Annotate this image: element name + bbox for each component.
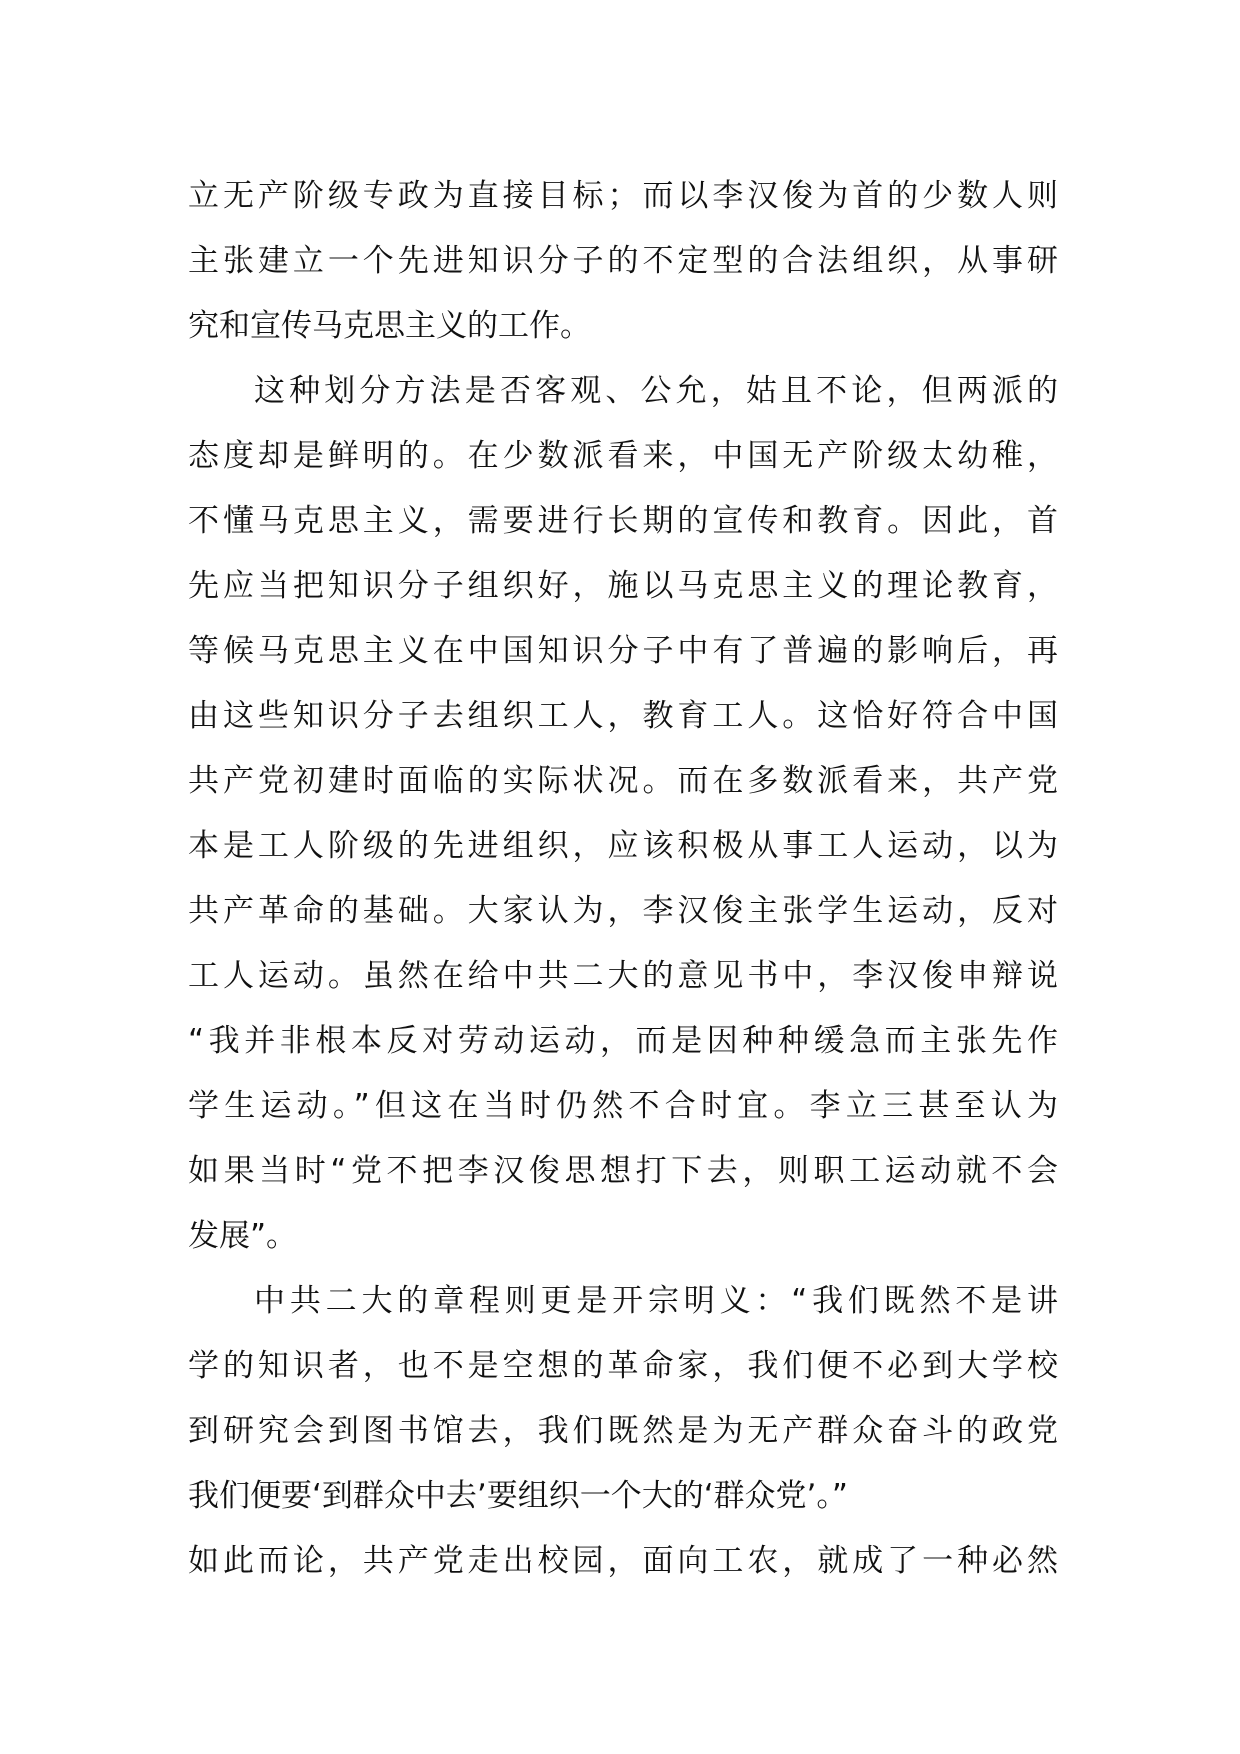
text-line: 学生运动。”但这在当时仍然不合时宜。李立三甚至认为 — [188, 1088, 1058, 1124]
text-line: 这种划分方法是否客观、公允，姑且不论，但两派的 — [254, 373, 1058, 409]
text-line: 本是工人阶级的先进组织，应该积极从事工人运动，以为 — [188, 828, 1058, 864]
text-line: 等候马克思主义在中国知识分子中有了普遍的影响后，再 — [188, 633, 1058, 669]
text-line: 工人运动。虽然在给中共二大的意见书中，李汉俊申辩说 — [188, 958, 1058, 994]
text-line: 由这些知识分子去组织工人，教育工人。这恰好符合中国 — [188, 698, 1058, 734]
text-line: 态度却是鲜明的。在少数派看来，中国无产阶级太幼稚， — [188, 438, 1058, 474]
text-line: 学的知识者，也不是空想的革命家，我们便不必到大学校 — [188, 1348, 1058, 1384]
text-line: 先应当把知识分子组织好，施以马克思主义的理论教育， — [188, 568, 1058, 604]
text-line: 如果当时“党不把李汉俊思想打下去，则职工运动就不会 — [188, 1153, 1058, 1189]
text-line: 中共二大的章程则更是开宗明义：“我们既然不是讲 — [254, 1283, 1058, 1319]
text-line: 共产党初建时面临的实际状况。而在多数派看来，共产党 — [188, 763, 1058, 799]
text-line: 我们便要‘到群众中去’要组织一个大的‘群众党’。” — [188, 1478, 848, 1514]
text-line: 到研究会到图书馆去，我们既然是为无产群众奋斗的政党 — [188, 1413, 1058, 1449]
body-text — [188, 164, 1058, 1594]
text-line: 立无产阶级专政为直接目标；而以李汉俊为首的少数人则 — [188, 178, 1058, 214]
text-line: 共产革命的基础。大家认为，李汉俊主张学生运动，反对 — [188, 893, 1058, 929]
text-line: 发展”。 — [188, 1218, 298, 1254]
text-line: “我并非根本反对劳动运动，而是因种种缓急而主张先作 — [188, 1023, 1058, 1059]
text-line: 究和宣传马克思主义的工作。 — [188, 308, 591, 344]
text-line: 主张建立一个先进知识分子的不定型的合法组织，从事研 — [188, 243, 1058, 279]
text-line: 不懂马克思主义，需要进行长期的宣传和教育。因此，首 — [188, 503, 1058, 539]
text-line: 如此而论，共产党走出校园，面向工农，就成了一种必然 — [188, 1543, 1058, 1579]
